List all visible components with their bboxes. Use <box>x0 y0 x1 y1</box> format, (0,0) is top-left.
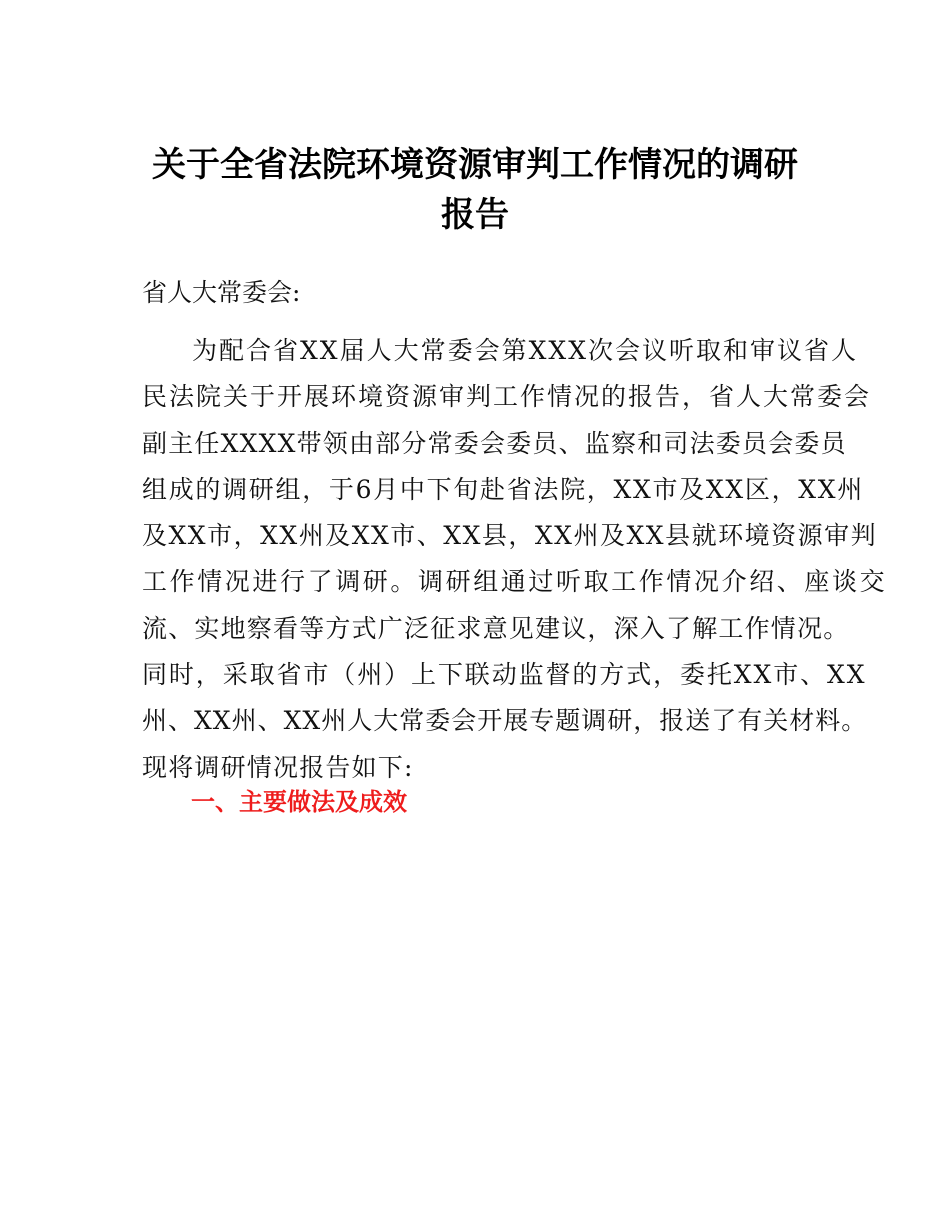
title-line-1: 关于全省法院环境资源审判工作情况的调研 <box>152 145 798 185</box>
title-line-2: 报告 <box>441 195 509 235</box>
paragraph-line: 及XX市，XX州及XX市、XX县，XX州及XX县就环境资源审判 <box>142 521 878 551</box>
section-heading: 一、主要做法及成效 <box>191 788 407 816</box>
paragraph-line: 现将调研情况报告如下: <box>142 752 414 782</box>
paragraph-line: 为配合省XX届人大常委会第XXX次会议听取和审议省人 <box>192 336 858 365</box>
paragraph-line: 同时，采取省市（州）上下联动监督的方式，委托XX市、XX <box>142 660 867 690</box>
paragraph-line: 副主任XXXX带领由部分常委会委员、监察和司法委员会委员 <box>142 428 847 458</box>
paragraph-line: 民法院关于开展环境资源审判工作情况的报告，省人大常委会 <box>142 382 872 412</box>
body-paragraph <box>142 328 888 791</box>
document-title <box>100 140 850 240</box>
salutation: 省人大常委会: <box>142 278 301 307</box>
paragraph-line: 流、实地察看等方式广泛征求意见建议，深入了解工作情况。 <box>142 613 850 643</box>
paragraph-line: 州、XX州、XX州人大常委会开展专题调研，报送了有关材料。 <box>142 706 868 736</box>
paragraph-line: 组成的调研组，于6月中下旬赴省法院，XX市及XX区，XX州 <box>142 474 864 504</box>
paragraph-line: 工作情况进行了调研。调研组通过听取工作情况介绍、座谈交 <box>142 567 888 597</box>
